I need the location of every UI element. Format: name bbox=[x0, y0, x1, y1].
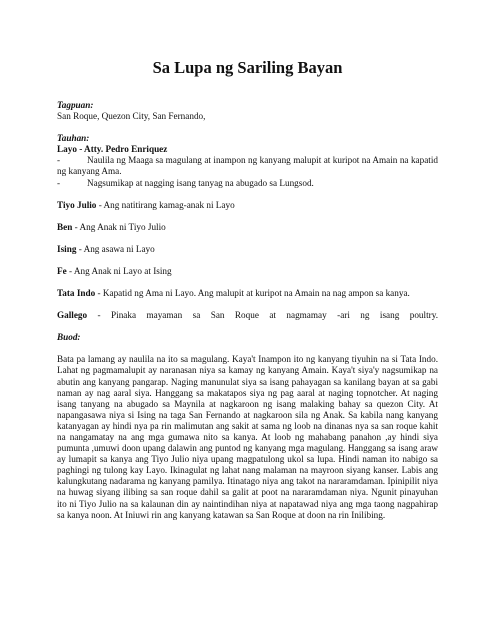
character-name: Ising bbox=[57, 243, 77, 254]
character-name: Tata Indo bbox=[57, 288, 96, 299]
tauhan-section bbox=[57, 133, 438, 188]
character-entry bbox=[57, 244, 438, 255]
tauhan-heading: Tauhan: bbox=[57, 133, 90, 144]
tagpuan-heading: Tagpuan: bbox=[57, 100, 94, 110]
buod-heading: Buod: bbox=[57, 332, 81, 343]
dash-bullet: - bbox=[57, 155, 61, 166]
dash-bullet: - bbox=[57, 177, 61, 188]
character-description: - Pinaka mayaman sa San Roque at nagmamay -ari ng isang poultry. bbox=[87, 310, 438, 321]
tagpuan-text: San Roque, Quezon City, San Fernando, bbox=[57, 111, 206, 122]
character-name: Tiyo Julio bbox=[57, 199, 97, 210]
character-description: - Kapatid ng Ama ni Layo. Ang malupit at kuripot na Amain na nag ampon sa kanya. bbox=[95, 288, 410, 299]
buod-paragraph: Bata pa lamang ay naulila na ito sa magulang. Kaya't Inampon ito ng kanyang tiyuhin na si Tata Indo. Lahat ng pagmamalupit ay naranasan niya sa kamay ng kanyang Amain. Kaya't siya'y nagsumikap na abutin ang kanyang pangarap. Naging manunulat siya sa isang pahayagan sa kanilang bayan at sa gabi naman ay nag aaral siya. Hanggang sa makatapos siya ng pag aaral at naging topnotcher. At naging isang tanyang na abugado sa Maynila at nagkaroon ng isang malaking bahay sa quezon City. At napangasawa niya si Ising na taga San Fernando at nagkaroon sila ng Anak. Sa kabila nang kanyang katanyagan ay hindi nya pa rin malimutan ang sakit at sama ng loob na dinanas nya sa san roque kahit na nangamatay na ang mga gumawa nito sa kanya. At loob ng mahabang panahon ,ay hindi siya pumunta ,umuwi doon upang dalawin ang puntod ng kanyang mga magulang. Hanggang sa isang araw ay lumapit sa kanya ang Tiyo Julio niya upang magpatulong ukol sa lupa. Hindi naman ito nabigo sa paghingi ng tulong kay Layo. Ikinagulat ng lahat nang malaman na mayroon siyang kanser. Labis ang kalungkutang nadarama ng kanyang pamilya. Itinatago niya ang takot na nararamdaman. Ipinipilit niya na huwag siyang ilibing sa san roque dahil sa galit at poot na nararamdaman niya. Ngunit pinayuhan ito ni Tiyo Julio na sa kalaunan din ay naintindihan niya at napatawad niya ang mga taong nagpahirap sa kanya noon. At Iniuwi rin ang kanyang katawan sa San Roque at doon na rin Inilibing. bbox=[57, 354, 438, 520]
character-entry bbox=[57, 266, 438, 277]
character-entry bbox=[57, 288, 438, 299]
character-entry bbox=[57, 310, 438, 321]
character-entry bbox=[57, 200, 438, 211]
buod-section bbox=[57, 332, 438, 521]
character-detail-text: Naulila ng Maaga sa magulang at inampon ng kanyang malupit at kuripot na Amain na kapatid ng kanyang Ama. bbox=[57, 155, 438, 177]
document-title: Sa Lupa ng Sariling Bayan bbox=[152, 58, 343, 77]
character-description: - Ang asawa ni Layo bbox=[76, 243, 155, 254]
character-description: - Ang natitirang kamag-anak ni Layo bbox=[96, 199, 235, 210]
tagpuan-section bbox=[57, 100, 438, 122]
character-description: - Ang Anak ni Layo at Ising bbox=[66, 265, 172, 276]
character-detail-item bbox=[57, 178, 438, 189]
character-description: - Ang Anak ni Tiyo Julio bbox=[72, 221, 166, 232]
character-name: Fe bbox=[57, 265, 67, 276]
character-name: Gallego bbox=[57, 310, 88, 321]
character-detail-item bbox=[57, 155, 438, 177]
character-detail-text: Nagsumikap at nagging isang tanyag na abugado sa Lungsod. bbox=[87, 177, 314, 188]
character-name: Ben bbox=[57, 221, 73, 232]
character-entry bbox=[57, 222, 438, 233]
main-character-name: Layo - Atty. Pedro Enriquez bbox=[57, 144, 168, 155]
